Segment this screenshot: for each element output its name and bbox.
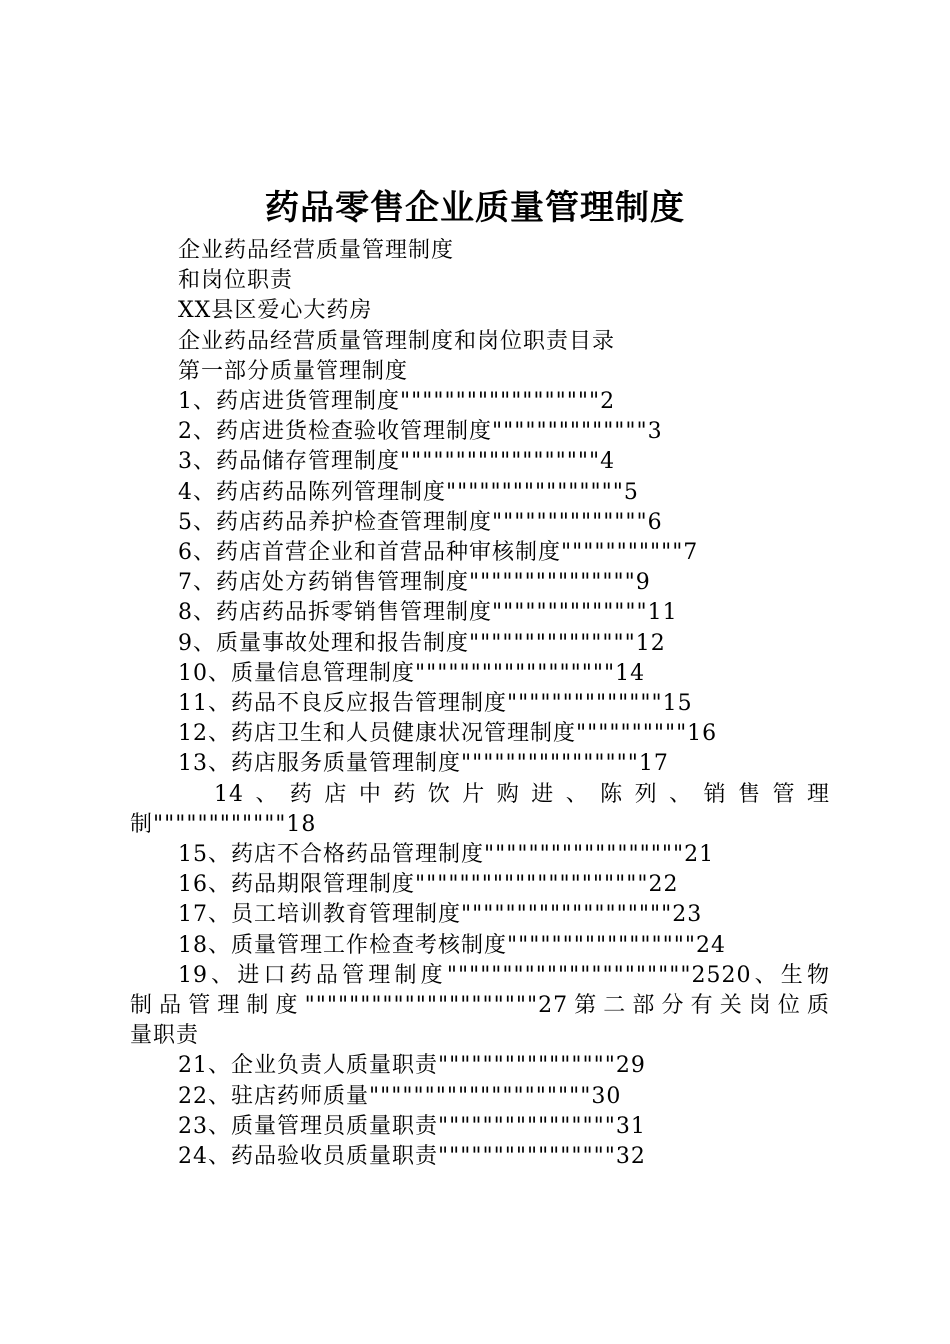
toc-entry: 3、药品储存管理制度""""""""""""""""""4 — [178, 449, 616, 475]
toc-entry: 21、企业负责人质量职责""""""""""""""""29 — [178, 1053, 646, 1079]
toc-entry: 11、药品不良反应报告管理制度""""""""""""""15 — [178, 691, 693, 717]
toc-entry-wrapped: 14、药店中药饮片购进、陈列、销售管理 — [214, 781, 830, 807]
toc-entry-continuation: 量职责 — [130, 1023, 200, 1049]
toc-entry: 13、药店服务质量管理制度""""""""""""""""17 — [178, 751, 669, 777]
header-line: 企业药品经营质量管理制度和岗位职责目录 — [178, 328, 616, 354]
toc-entry: 15、药店不合格药品管理制度""""""""""""""""""21 — [178, 842, 715, 868]
toc-entry: 8、药店药品拆零销售管理制度""""""""""""""11 — [178, 600, 678, 626]
toc-entry: 23、质量管理员质量职责""""""""""""""""31 — [178, 1113, 646, 1139]
toc-entry: 6、药店首营企业和首营品种审核制度"""""""""""7 — [178, 540, 699, 566]
header-line: 和岗位职责 — [178, 268, 294, 294]
toc-entry: 2、药店进货检查验收管理制度""""""""""""""3 — [178, 419, 663, 445]
toc-entry-wrapped: 19、进口药品管理制度""""""""""""""""""""""2520、生物 — [178, 962, 830, 988]
section-heading: 第一部分质量管理制度 — [178, 358, 409, 384]
header-line: XX县区爱心大药房 — [178, 298, 373, 324]
toc-entry: 24、药品验收员质量职责""""""""""""""""32 — [178, 1144, 646, 1170]
document-title: 药品零售企业质量管理制度 — [265, 188, 685, 228]
toc-entry: 17、员工培训教育管理制度"""""""""""""""""""23 — [178, 902, 703, 928]
toc-entry: 10、质量信息管理制度""""""""""""""""""14 — [178, 660, 646, 686]
header-line: 企业药品经营质量管理制度 — [178, 238, 455, 263]
toc-entry: 1、药店进货管理制度""""""""""""""""""2 — [178, 389, 616, 415]
toc-entry-continuation: 制""""""""""""18 — [130, 811, 317, 837]
toc-entry: 12、药店卫生和人员健康状况管理制度""""""""""16 — [178, 721, 718, 747]
toc-entry: 18、质量管理工作检查考核制度"""""""""""""""""24 — [178, 932, 727, 958]
document-body — [130, 236, 830, 1172]
toc-entry: 5、药店药品养护检查管理制度""""""""""""""6 — [178, 509, 663, 535]
toc-entry: 9、质量事故处理和报告制度"""""""""""""""12 — [178, 630, 666, 656]
toc-entry: 22、驻店药师质量""""""""""""""""""""30 — [178, 1083, 622, 1109]
toc-entry: 4、药店药品陈列管理制度""""""""""""""""5 — [178, 479, 639, 505]
toc-entry-continuation: 制品管理制度"""""""""""""""""""""27第二部分有关岗位质 — [130, 993, 830, 1019]
toc-entry: 7、药店处方药销售管理制度"""""""""""""""9 — [178, 570, 651, 596]
toc-entry: 16、药品期限管理制度"""""""""""""""""""""22 — [178, 872, 679, 898]
